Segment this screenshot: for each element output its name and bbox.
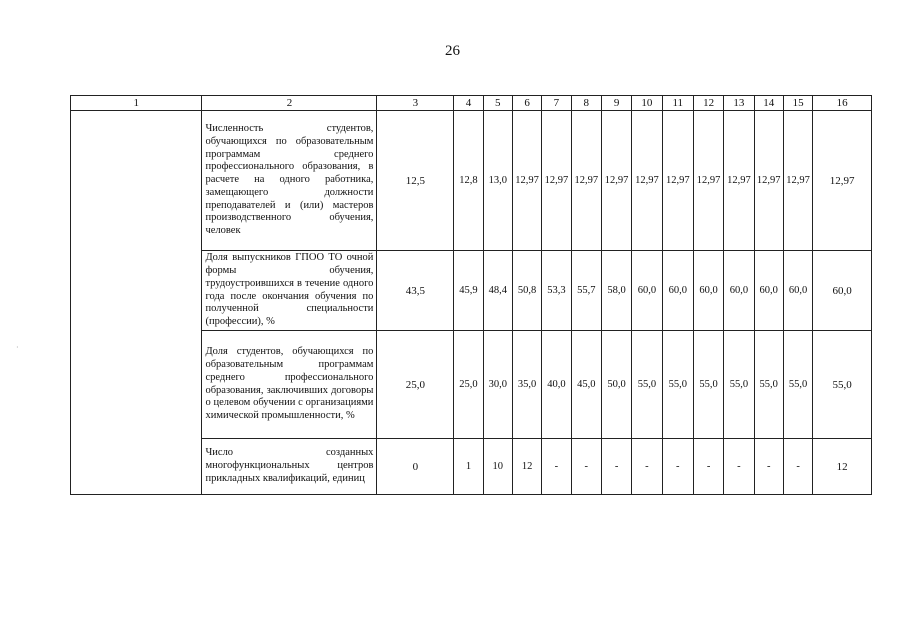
value-cell: 12,97 (724, 111, 754, 251)
column-header: 2 (202, 96, 377, 111)
value-cell: 60,0 (813, 251, 872, 331)
column-header: 14 (754, 96, 783, 111)
value-cell: - (571, 439, 601, 495)
value-cell: 30,0 (483, 331, 512, 439)
value-cell: 55,0 (724, 331, 754, 439)
value-cell: 60,0 (724, 251, 754, 331)
indicators-table (70, 95, 872, 495)
value-cell: 60,0 (693, 251, 723, 331)
value-cell: - (632, 439, 662, 495)
value-cell: 12 (512, 439, 541, 495)
value-cell: - (662, 439, 693, 495)
value-cell: 40,0 (542, 331, 571, 439)
value-cell: 35,0 (512, 331, 541, 439)
value-cell: 12,97 (662, 111, 693, 251)
value-cell: 12,97 (571, 111, 601, 251)
value-cell: 10 (483, 439, 512, 495)
value-cell: - (542, 439, 571, 495)
value-cell: 53,3 (542, 251, 571, 331)
column-header: 1 (71, 96, 202, 111)
value-cell: 60,0 (783, 251, 812, 331)
table-row (71, 111, 872, 251)
column-header: 3 (377, 96, 454, 111)
column-header: 13 (724, 96, 754, 111)
value-cell: 50,0 (601, 331, 631, 439)
value-cell: 12 (813, 439, 872, 495)
value-cell: 25,0 (454, 331, 483, 439)
value-cell: 60,0 (632, 251, 662, 331)
value-cell: - (724, 439, 754, 495)
column-header: 15 (783, 96, 812, 111)
value-cell: - (783, 439, 812, 495)
column-header: 10 (632, 96, 662, 111)
value-cell: 55,0 (783, 331, 812, 439)
value-cell: 0 (377, 439, 454, 495)
value-cell: 12,97 (754, 111, 783, 251)
indicator-label: Доля выпускников ГПОО ТО очной формы обучения, трудоустроившихся в течение одного года после окончания обучения по полученной специальности (профессии), % (202, 251, 377, 331)
value-cell: 12,97 (601, 111, 631, 251)
column-header: 6 (512, 96, 541, 111)
value-cell: 55,7 (571, 251, 601, 331)
value-cell: 60,0 (754, 251, 783, 331)
value-cell: 60,0 (662, 251, 693, 331)
value-cell: 12,97 (813, 111, 872, 251)
value-cell: 12,97 (632, 111, 662, 251)
value-cell: 12,97 (512, 111, 541, 251)
indicator-label: Число созданных многофункциональных центров прикладных квалификаций, единиц (202, 439, 377, 495)
margin-mark: · (16, 343, 19, 352)
value-cell: 13,0 (483, 111, 512, 251)
value-cell: 45,0 (571, 331, 601, 439)
value-cell: 1 (454, 439, 483, 495)
column-header: 9 (601, 96, 631, 111)
column-header: 5 (483, 96, 512, 111)
value-cell: 55,0 (632, 331, 662, 439)
header-row (71, 96, 872, 111)
column-header: 8 (571, 96, 601, 111)
value-cell: 55,0 (813, 331, 872, 439)
indicator-label: Численность студентов, обучающихся по образовательным программам среднего профессионального образования, в расчете на одного работника, замещающего должности преподавателей и (или) мастеров производственного обучения, человек (202, 111, 377, 251)
value-cell: 12,5 (377, 111, 454, 251)
row-group-cell (71, 111, 202, 495)
value-cell: 45,9 (454, 251, 483, 331)
column-header: 16 (813, 96, 872, 111)
value-cell: - (693, 439, 723, 495)
value-cell: 12,97 (783, 111, 812, 251)
column-header: 12 (693, 96, 723, 111)
column-header: 4 (454, 96, 483, 111)
indicator-label: Доля студентов, обучающихся по образовательным программам среднего профессионального образования, заключивших договоры о целевом обучении с организациями химической промышленности, % (202, 331, 377, 439)
column-header: 7 (542, 96, 571, 111)
value-cell: 55,0 (754, 331, 783, 439)
value-cell: 55,0 (693, 331, 723, 439)
page-number: 26 (445, 43, 460, 59)
value-cell: 50,8 (512, 251, 541, 331)
value-cell: 12,97 (542, 111, 571, 251)
value-cell: 48,4 (483, 251, 512, 331)
value-cell: 25,0 (377, 331, 454, 439)
value-cell: 58,0 (601, 251, 631, 331)
table-body (71, 111, 872, 495)
value-cell: - (601, 439, 631, 495)
column-header: 11 (662, 96, 693, 111)
value-cell: 12,8 (454, 111, 483, 251)
value-cell: 12,97 (693, 111, 723, 251)
value-cell: - (754, 439, 783, 495)
value-cell: 55,0 (662, 331, 693, 439)
value-cell: 43,5 (377, 251, 454, 331)
